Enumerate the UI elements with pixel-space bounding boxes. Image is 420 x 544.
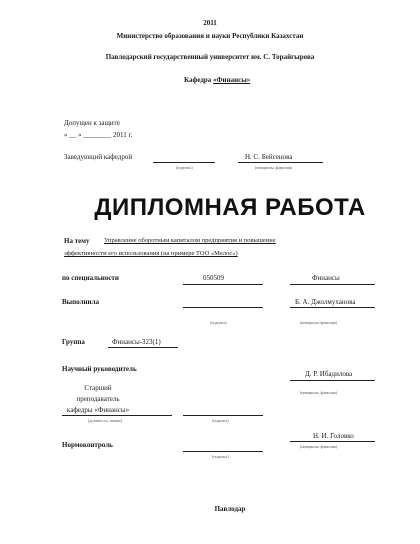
head-name-caption: (инициалы, фамилия) <box>255 165 292 170</box>
student-name-line <box>290 307 375 308</box>
head-label: Заведующий кафедрой <box>64 153 133 161</box>
specialty-code-line <box>183 284 263 285</box>
topic-label: На тему <box>64 237 90 245</box>
normcontrol-name-line <box>290 441 375 442</box>
student-name: Б. А. Джолмуханова <box>295 298 356 306</box>
supervisor-title-caption: (должность, звание) <box>88 418 123 423</box>
normcontrol-name-caption: (инициалы, фамилия) <box>300 444 337 449</box>
department-value: «Финансы» <box>213 76 251 84</box>
supervisor-name: Д. Р. Ибадилова <box>305 370 353 378</box>
document-title: ДИПЛОМНАЯ РАБОТА <box>94 194 366 221</box>
city-footer: Павлодар <box>214 505 246 513</box>
department-line <box>184 76 250 84</box>
normcontrol-sign-caption: (подпись) <box>212 454 229 459</box>
group-line <box>108 347 178 348</box>
supervisor-name-caption: (инициалы, фамилия) <box>300 390 337 395</box>
specialty-code: 050509 <box>203 274 224 282</box>
normcontrol-signature-line <box>183 451 263 452</box>
university-name: Павлодарский государственный университет им. С. Торайгырова <box>105 53 315 61</box>
normcontrol-label: Нормоконтроль <box>62 441 113 449</box>
supervisor-title-3: кафедры «Финансы» <box>66 406 130 414</box>
ministry-name: Министерство образования и науки Республики Казахстан <box>116 32 304 40</box>
specialty-name-line <box>290 284 375 285</box>
head-name-line <box>238 162 323 163</box>
group-label: Группа <box>62 338 85 346</box>
head-signature-line <box>153 162 215 163</box>
approval-date: « __ » ________ 2011 г. <box>64 131 133 139</box>
specialty-label: по специальности <box>62 274 119 282</box>
supervisor-label: Научный руководитель <box>62 365 137 373</box>
specialty-name: Финансы <box>312 274 340 282</box>
admitted-label: Допущен к защите <box>64 119 120 127</box>
student-label: Выполнила <box>62 298 99 306</box>
student-signature-line <box>183 307 263 308</box>
supervisor-name-line <box>290 380 375 381</box>
supervisor-title-1: Старший <box>84 384 112 392</box>
student-name-caption: (инициалы, фамилия) <box>300 320 337 325</box>
topic-line-1: Управление оборотным капиталом предприятия и повышение <box>104 237 276 244</box>
supervisor-sign-caption: (подпись) <box>212 418 229 423</box>
supervisor-signature-line <box>183 415 263 416</box>
department-label: Кафедра <box>184 76 212 84</box>
supervisor-title-2: преподаватель <box>76 395 120 403</box>
student-sign-caption: (подпись) <box>210 320 227 325</box>
topic-line-2: эффективности его использования (на примере ТОО «Мелос») <box>64 250 238 257</box>
normcontrol-name: Н. И. Головко <box>313 432 354 440</box>
group-value: Финансы-323(1) <box>112 338 161 346</box>
head-name: Н. С. Бейсенова <box>245 153 293 161</box>
head-sign-caption: (подпись) <box>176 165 193 170</box>
year-header: 2011 <box>203 19 217 27</box>
supervisor-title-line <box>62 415 172 416</box>
